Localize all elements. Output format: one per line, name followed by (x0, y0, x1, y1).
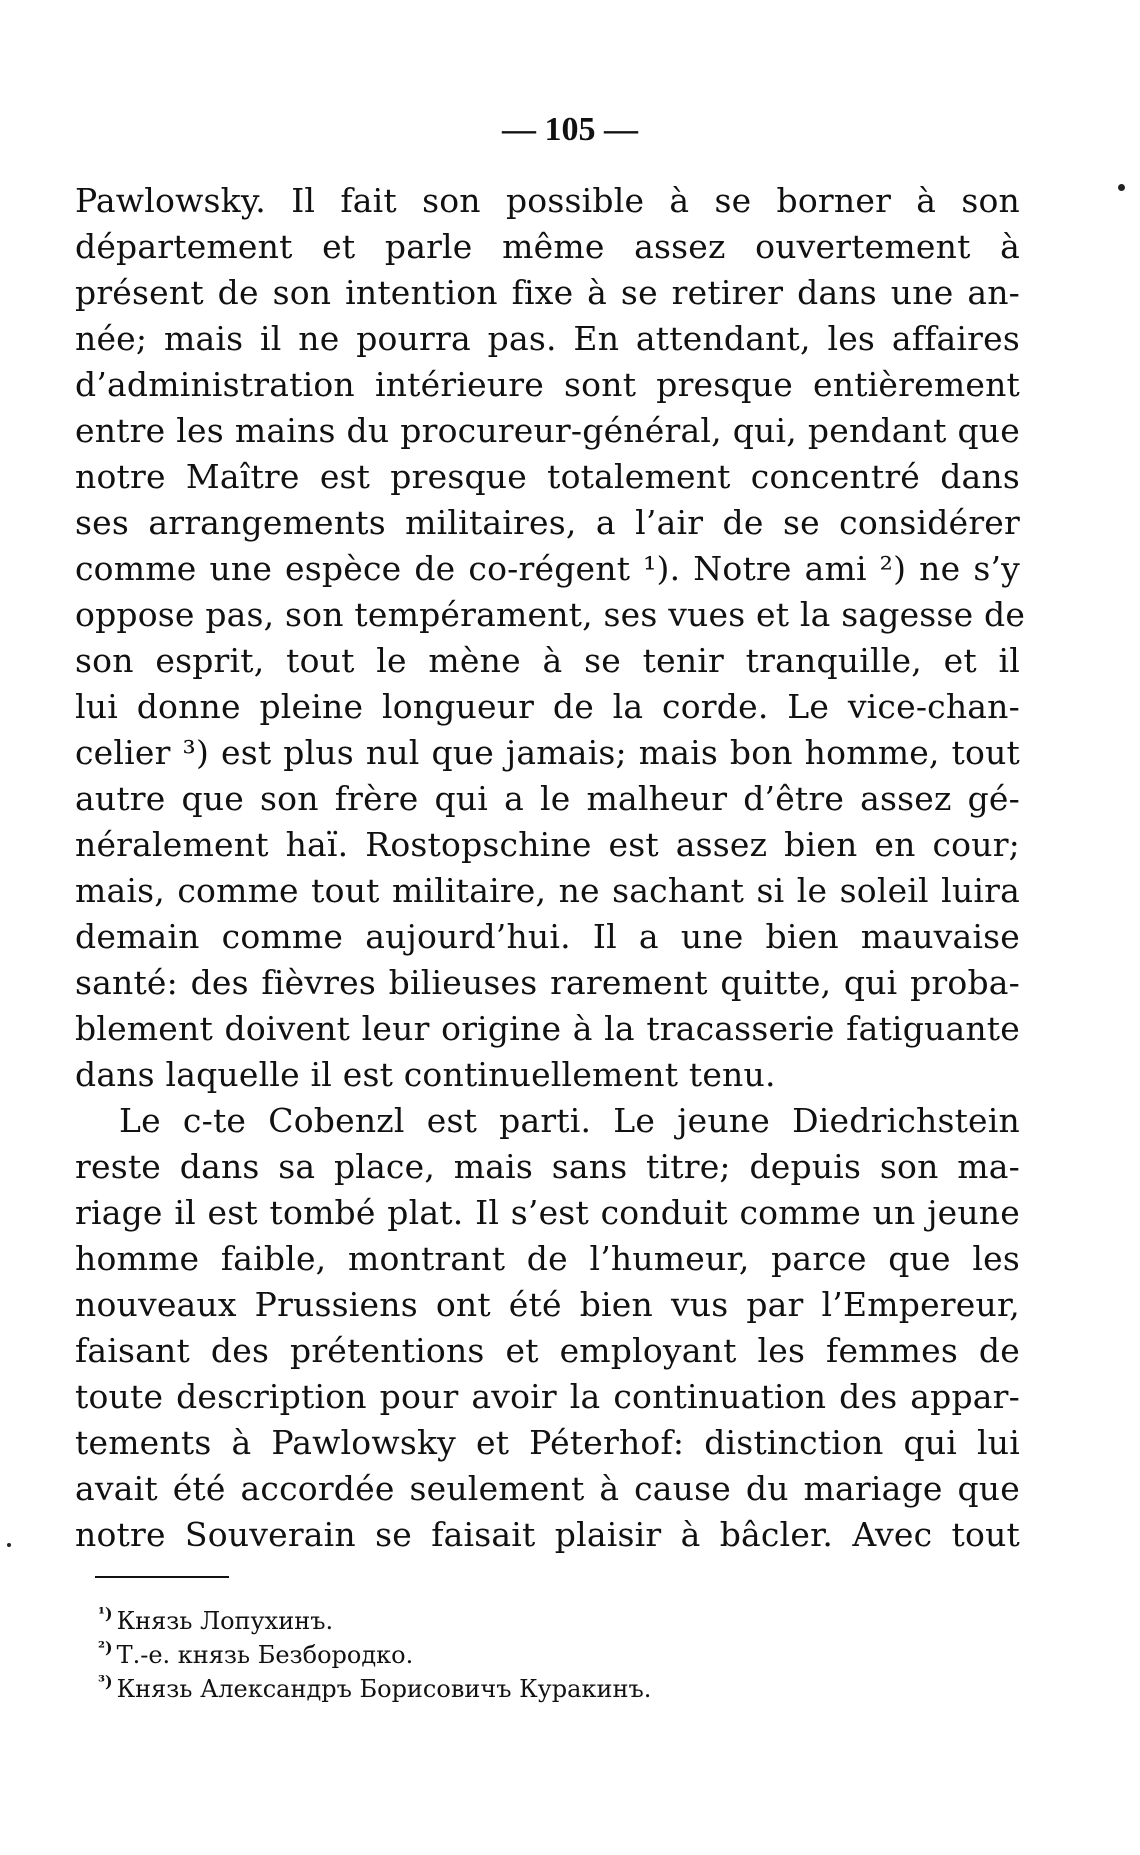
print-speck (1118, 184, 1125, 191)
text-line: notre Souverain se faisait plaisir à bâcler. Avec tout (75, 1515, 1020, 1554)
print-speck (7, 1543, 11, 1547)
paragraph-start-line: Le c-te Cobenzl est parti. Le jeune Diedrichstein (119, 1101, 1020, 1140)
footnote-text: Т.-е. князь Безбородко. (116, 1641, 414, 1669)
text-line: Pawlowsky. Il fait son possible à se borner à son (75, 181, 1020, 220)
text-line: faisant des prétentions et employant les femmes de (75, 1331, 1020, 1370)
footnote-text: Князь Александръ Борисовичъ Куракинъ. (116, 1675, 652, 1703)
text-line: néralement haï. Rostopschine est assez bien en cour; (75, 825, 1020, 864)
footnote-3 (98, 1665, 798, 1703)
text-line: d’administration intérieure sont presque entièrement (75, 365, 1020, 404)
text-line: reste dans sa place, mais sans titre; depuis son ma- (75, 1147, 1020, 1186)
footnote-2 (98, 1631, 798, 1669)
footnote-marker: ³) (98, 1672, 113, 1691)
text-line: née; mais il ne pourra pas. En attendant, les affaires (75, 319, 1020, 358)
text-line: son esprit, tout le mène à se tenir tranquille, et il (75, 641, 1020, 680)
footnote-text: Князь Лопухинъ. (116, 1607, 334, 1635)
footnote-1 (98, 1597, 798, 1635)
page-number: — 105 — (502, 111, 638, 148)
text-line: comme une espèce de co-régent ¹). Notre ami ²) ne s’y (75, 549, 1020, 588)
text-line: blement doivent leur origine à la tracasserie fatiguante (75, 1009, 1020, 1048)
footnote-separator-rule (95, 1576, 229, 1578)
text-line: ses arrangements militaires, a l’air de se considérer (75, 503, 1020, 542)
text-line: entre les mains du procureur-général, qui, pendant que (75, 411, 1020, 450)
text-line: santé: des fièvres bilieuses rarement quitte, qui proba- (75, 963, 1020, 1002)
paragraph-end-line: dans laquelle il est continuellement tenu. (75, 1055, 776, 1094)
text-line: tements à Pawlowsky et Péterhof: distinction qui lui (75, 1423, 1020, 1462)
text-line: avait été accordée seulement à cause du mariage que (75, 1469, 1020, 1508)
text-line: toute description pour avoir la continuation des appar- (75, 1377, 1020, 1416)
text-line: homme faible, montrant de l’humeur, parce que les (75, 1239, 1020, 1278)
text-line: notre Maître est presque totalement concentré dans (75, 457, 1020, 496)
text-line: oppose pas, son tempérament, ses vues et la sagesse de (75, 595, 1026, 634)
text-line: nouveaux Prussiens ont été bien vus par l’Empereur, (75, 1285, 1020, 1324)
text-line: département et parle même assez ouvertement à (75, 227, 1020, 266)
text-line: riage il est tombé plat. Il s’est conduit comme un jeune (75, 1193, 1020, 1232)
text-line: autre que son frère qui a le malheur d’être assez gé- (75, 779, 1020, 818)
body-text (75, 178, 1026, 1558)
text-line: présent de son intention fixe à se retirer dans une an- (75, 273, 1020, 312)
text-line: demain comme aujourd’hui. Il a une bien mauvaise (75, 917, 1020, 956)
footnotes (98, 1597, 798, 1703)
text-line: lui donne pleine longueur de la corde. Le vice-chan- (75, 687, 1020, 726)
footnote-marker: ¹) (98, 1604, 113, 1623)
text-line: celier ³) est plus nul que jamais; mais bon homme, tout (75, 733, 1020, 772)
text-line: mais, comme tout militaire, ne sachant si le soleil luira (75, 871, 1020, 910)
footnote-marker: ²) (98, 1638, 113, 1657)
